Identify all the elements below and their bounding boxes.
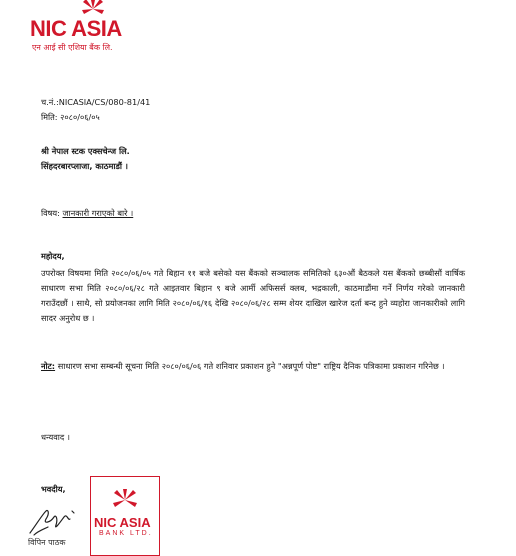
subject-prefix: विषय:	[41, 208, 60, 218]
letter-date: मिति: २०८०/०६/०५	[41, 112, 100, 122]
recipient-name: श्री नेपाल स्टक एक्सचेन्ज लि.	[41, 146, 130, 156]
letterhead-logo	[30, 0, 140, 62]
note-label: नोट:	[41, 361, 56, 371]
signatory-name: विपिन पाठक	[28, 538, 66, 547]
note-text: साधारण सभा सम्बन्धी सूचना मिति २०८०/०६/०६ गते शनिवार प्रकाशन हुने "अन्नपूर्ण पोष्ट" राष्ट्रिय दैनिक पत्रिकामा प्रकाशन गरिनेछ ।	[57, 361, 445, 371]
recipient-address: सिंहदरबारप्लाजा, काठमाडौं ।	[41, 161, 128, 171]
logo-tagline: एन आई सी एशिया बैंक लि.	[32, 43, 113, 52]
bank-stamp	[90, 476, 160, 556]
salutation: महोदय,	[41, 251, 65, 261]
logo-wordmark: NIC ASIA	[30, 16, 122, 41]
stamp-subtitle: BANK LTD.	[99, 530, 153, 537]
subject-text: जानकारी गराएको बारे ।	[62, 208, 134, 218]
stamp-star-icon	[113, 489, 137, 511]
thanks-text: धन्यवाद ।	[41, 432, 70, 442]
subject-line	[41, 208, 133, 218]
handwritten-signature	[28, 505, 88, 537]
closing-text: भवदीय,	[41, 484, 66, 494]
reference-number: च.नं.:NICASIA/CS/080-81/41	[41, 97, 151, 107]
note-paragraph	[41, 359, 465, 374]
body-paragraph: उपरोक्त विषयमा मिति २०८०/०६/०५ गते बिहान ११ बजे बसेको यस बैंकको सञ्चालक समितिको ६३०औं बैठकले यस बैंकको छब्बीसौं वार्षिक साधारण सभा मिति २०८०/०६/२८ गते आइतवार बिहान ९ बजे आर्मी अफिसर्स क्लब, भद्रकाली, काठमाडौंमा गर्ने निर्णय गरेको जानकारी गराउँदछौं । साथै, सो प्रयोजनका लागि मिति २०८०/०६/१६ देखि २०८०/०६/२८ सम्म शेयर दाखिल खारेज दर्ता बन्द हुने व्यहोरा जानकारीको लागि सादर अनुरोध छ ।	[41, 268, 465, 323]
stamp-name: NIC ASIA	[94, 515, 151, 530]
